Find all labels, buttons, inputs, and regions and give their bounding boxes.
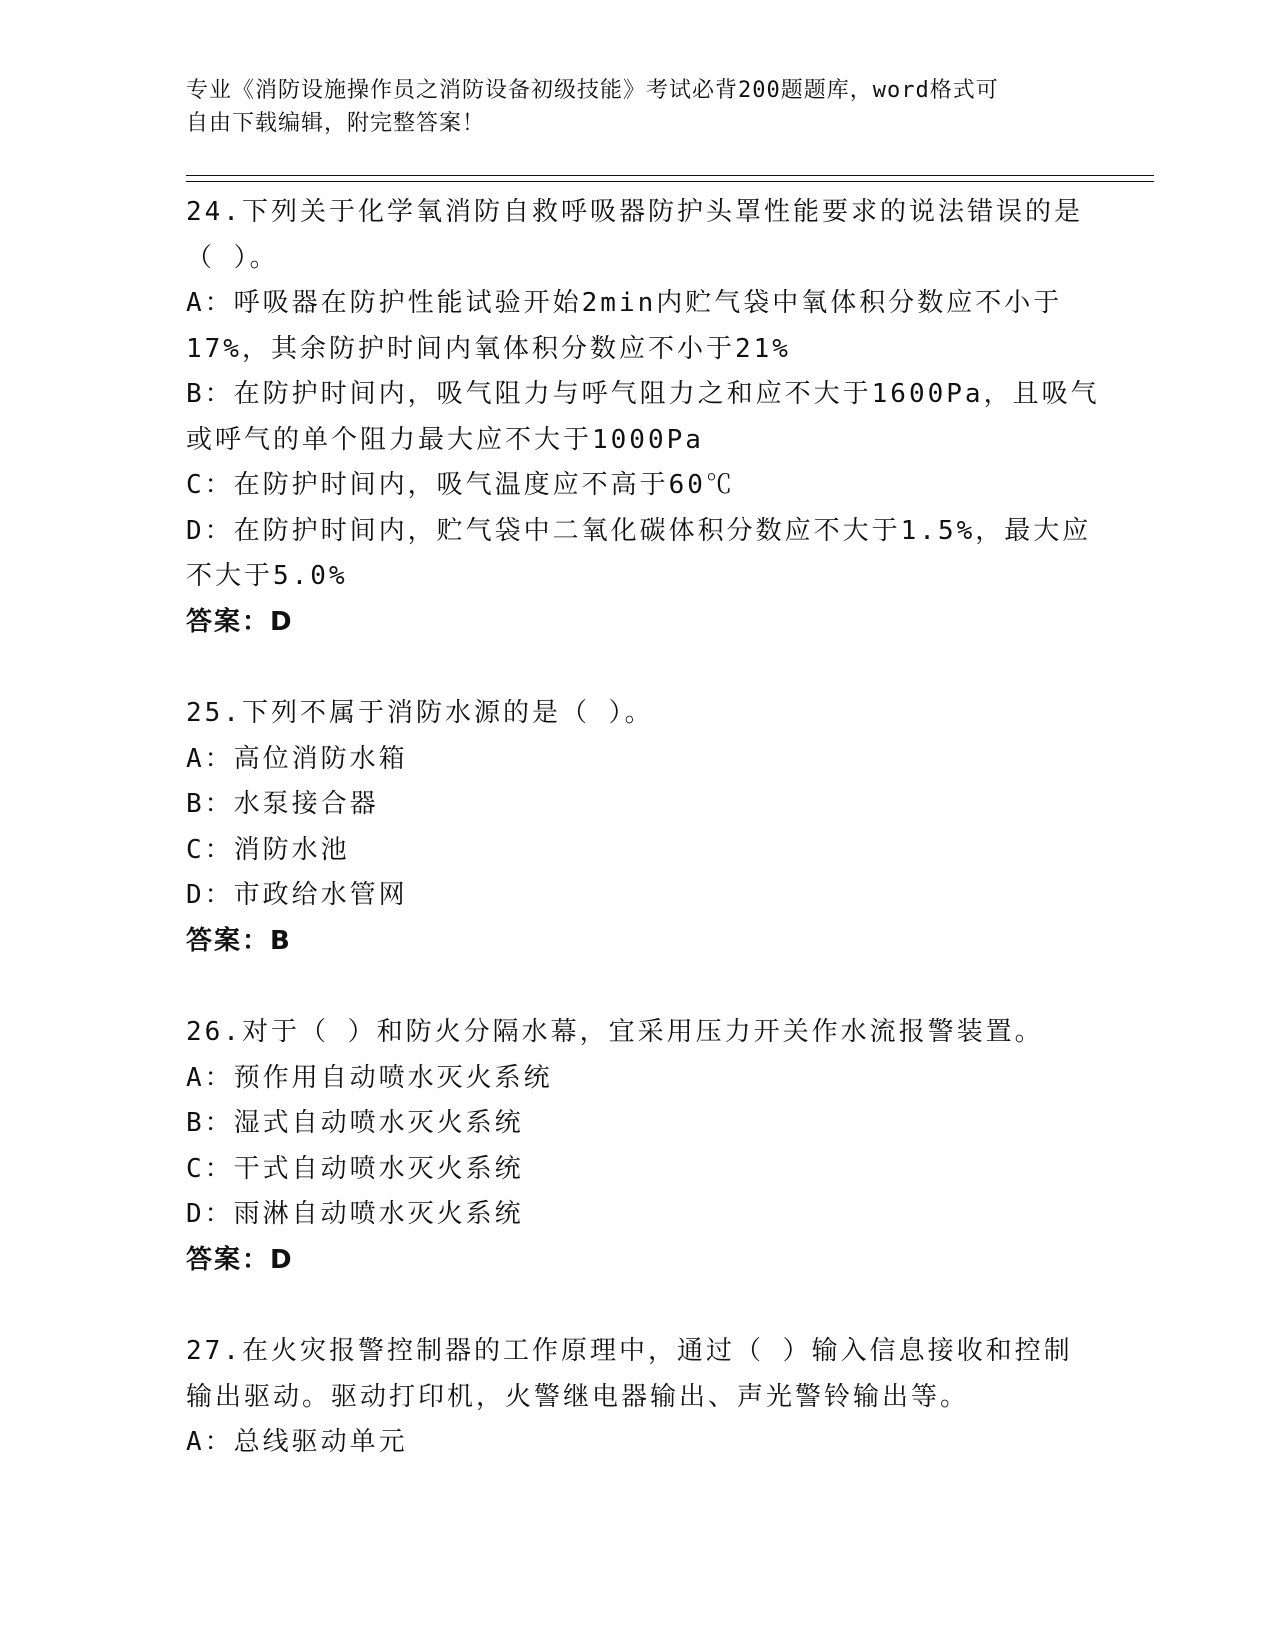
question-24 — [186, 190, 1100, 645]
question-stem: 24.下列关于化学氧消防自救呼吸器防护头罩性能要求的说法错误的是 — [186, 197, 1083, 227]
option-a: 17%，其余防护时间内氧体积分数应不小于21% — [186, 333, 791, 364]
option-d: D：在防护时间内，贮气袋中二氧化碳体积分数应不大于1.5%，最大应 — [186, 515, 1092, 546]
spacer — [186, 1283, 1086, 1329]
question-stem: 25.下列不属于消防水源的是（ ）。 — [186, 698, 654, 728]
option-b: B：在防护时间内，吸气阻力与呼气阻力之和应不大于1600Pa，且吸气 — [186, 379, 1100, 409]
option-a: A：高位消防水箱 — [186, 743, 408, 774]
option-a: A：总线驱动单元 — [186, 1427, 408, 1457]
option-b: B：湿式自动喷水灭火系统 — [186, 1108, 524, 1138]
question-stem: （ ）。 — [186, 242, 279, 273]
question-stem: 26.对于（ ）和防火分隔水幕，宜采用压力开关作水流报警装置。 — [186, 1017, 1044, 1047]
option-c: C：消防水池 — [186, 834, 350, 865]
question-26 — [186, 1010, 1086, 1283]
question-stem: 输出驱动。驱动打印机，火警继电器输出、声光警铃输出等。 — [186, 1381, 970, 1412]
question-list — [186, 190, 1100, 1466]
option-a: A：预作用自动喷水灭火系统 — [186, 1062, 553, 1093]
spacer — [186, 964, 1086, 1010]
question-27 — [186, 1329, 1086, 1466]
option-d: 不大于5.0% — [186, 561, 348, 591]
question-stem: 27.在火灾报警控制器的工作原理中，通过（ ）输入信息接收和控制 — [186, 1336, 1073, 1366]
spacer — [186, 645, 1086, 691]
option-b: B：水泵接合器 — [186, 789, 379, 819]
option-b: 或呼气的单个阻力最大应不大于1000Pa — [186, 424, 704, 455]
option-c: C：干式自动喷水灭火系统 — [186, 1153, 524, 1184]
answer: 答案：D — [186, 1244, 294, 1275]
document-header — [186, 74, 1066, 140]
header-line: 自由下载编辑，附完整答案！ — [186, 111, 486, 136]
header-line: 专业《消防设施操作员之消防设备初级技能》考试必背200题题库，word格式可 — [186, 78, 999, 103]
option-c: C：在防护时间内，吸气温度应不高于60℃ — [186, 470, 735, 500]
answer: 答案：D — [186, 606, 294, 637]
option-d: D：市政给水管网 — [186, 880, 408, 910]
question-25 — [186, 691, 1086, 964]
answer: 答案：B — [186, 925, 292, 956]
header-rule-bottom — [186, 181, 1154, 182]
option-a: A：呼吸器在防护性能试验开始2min内贮气袋中氧体积分数应不小于 — [186, 288, 1063, 318]
option-d: D：雨淋自动喷水灭火系统 — [186, 1199, 524, 1229]
header-rule-top — [186, 175, 1154, 176]
